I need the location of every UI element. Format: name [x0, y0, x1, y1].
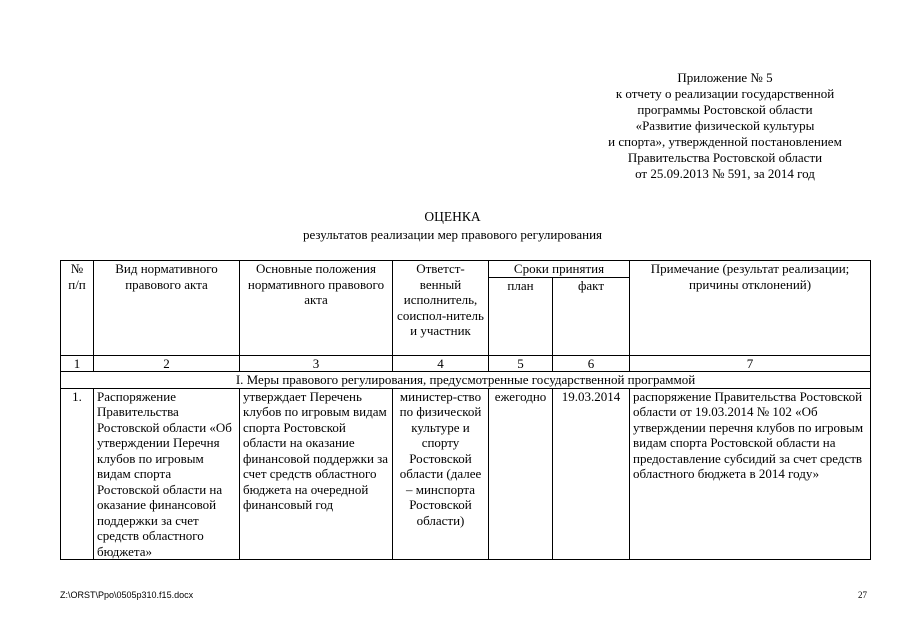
col-number: 1 — [61, 355, 94, 372]
header-fact: факт — [553, 277, 630, 355]
row-plan: ежегодно — [489, 388, 553, 560]
header-act-type: Вид нормативного правового акта — [94, 261, 240, 356]
col-number: 4 — [393, 355, 489, 372]
appendix-line: и спорта», утвержденной постановлением — [608, 134, 842, 149]
document-title: ОЦЕНКА — [424, 209, 481, 224]
col-number: 7 — [630, 355, 871, 372]
column-number-row — [61, 355, 871, 372]
col-number: 3 — [240, 355, 393, 372]
appendix-line: программы Ростовской области — [637, 102, 813, 117]
header-provisions: Основные положения нормативного правового акта — [240, 261, 393, 356]
row-note: распоряжение Правительства Ростовской области от 19.03.2014 № 102 «Об утверждении перечня клубов по игровым видам спорта Ростовской области на предоставление субсидий за счет средств областного бюджета в 2014 году» — [630, 388, 871, 560]
header-row — [61, 261, 871, 278]
appendix-line: «Развитие физической культуры — [635, 118, 815, 133]
regulation-table — [60, 260, 871, 560]
appendix-line: к отчету о реализации государственной — [615, 86, 835, 101]
section-row — [61, 372, 871, 389]
header-plan: план — [489, 277, 553, 355]
page-number: 27 — [858, 590, 867, 600]
header-num: № п/п — [61, 261, 94, 356]
col-number: 5 — [489, 355, 553, 372]
row-act-type: Распоряжение Правительства Ростовской области «Об утверждении Перечня клубов по игровым видам спорта Ростовской области на оказание финансовой поддержки за счет средств областного бюджета» — [94, 388, 240, 560]
row-provisions: утверждает Перечень клубов по игровым видам спорта Ростовской области на оказание финансовой поддержки за счет средств областного бюджета на очередной финансовый год — [240, 388, 393, 560]
row-fact: 19.03.2014 — [553, 388, 630, 560]
document-subtitle: результатов реализации мер правового регулирования — [302, 227, 603, 242]
header-note: Примечание (результат реализации; причины отклонений) — [630, 261, 871, 356]
appendix-header — [560, 70, 890, 182]
appendix-line: Правительства Ростовской области — [627, 150, 823, 165]
appendix-line: Приложение № 5 — [677, 70, 773, 85]
col-number: 2 — [94, 355, 240, 372]
section-title: I. Меры правового регулирования, предусмотренные государственной программой — [61, 372, 871, 389]
row-num: 1. — [61, 388, 94, 560]
file-path: Z:\ORST\Ppo\0505p310.f15.docx — [60, 590, 194, 600]
appendix-line: от 25.09.2013 № 591, за 2014 год — [635, 166, 815, 181]
row-responsible: министер-ство по физической культуре и спорту Ростовской области (далее – минспорта Ростовской области) — [393, 388, 489, 560]
col-number: 6 — [553, 355, 630, 372]
table-row — [61, 388, 871, 560]
header-responsible: Ответст-венный исполнитель, соиспол-нитель и участник — [393, 261, 489, 356]
header-terms: Сроки принятия — [489, 261, 630, 278]
